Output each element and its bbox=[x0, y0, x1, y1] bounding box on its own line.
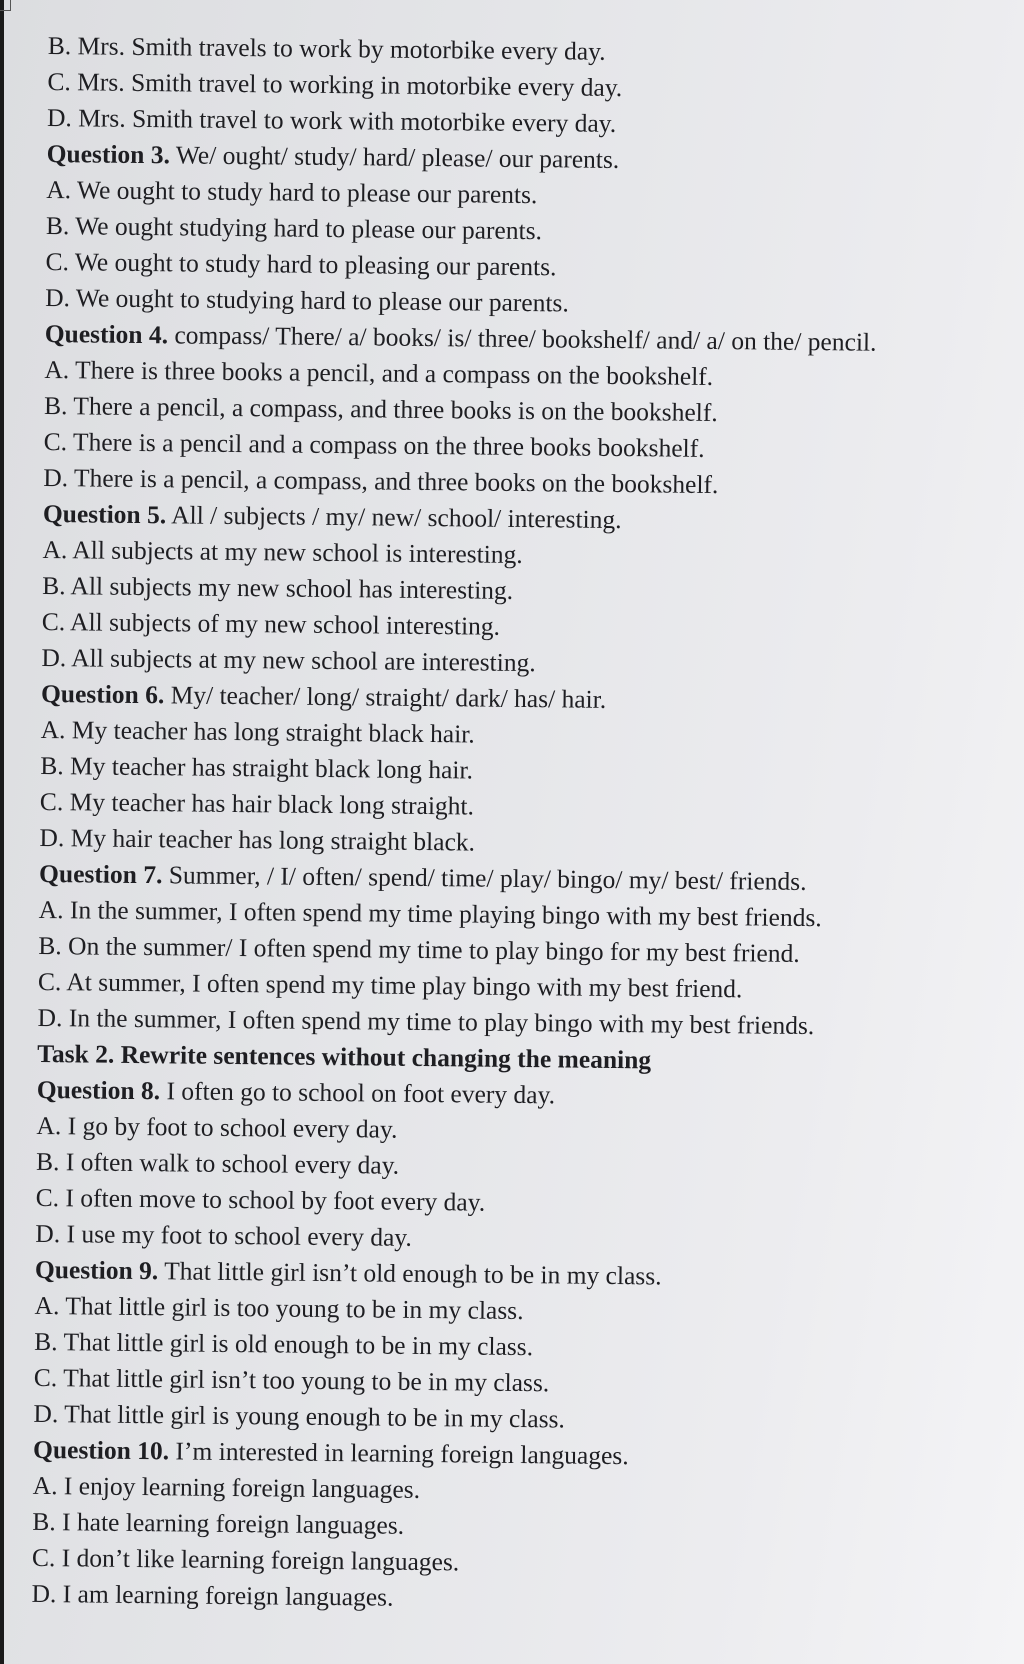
worksheet-page bbox=[4, 0, 1024, 1664]
question-prompt: I often go to school on foot every day. bbox=[160, 1076, 556, 1110]
question-prompt: All / subjects / my/ new/ school/ interesting. bbox=[166, 500, 622, 535]
option-line: D. There is a pencil, a compass, and three books on the bookshelf. bbox=[43, 462, 719, 500]
question-label: Question 7. bbox=[38, 858, 163, 890]
option-line: C. I often move to school by foot every day. bbox=[35, 1182, 486, 1217]
question-label: Question 5. bbox=[42, 498, 167, 530]
option-line: C. All subjects of my new school interesting. bbox=[41, 606, 501, 641]
option-line: D. Mrs. Smith travel to work with motorbike every day. bbox=[46, 102, 617, 138]
question-prompt: We/ ought/ study/ hard/ please/ our parents. bbox=[169, 140, 620, 174]
option-line: A. That little girl is too young to be in my class. bbox=[34, 1290, 524, 1326]
option-line: A. My teacher has long straight black hair. bbox=[40, 714, 475, 749]
option-line: B. That little girl is old enough to be in my class. bbox=[34, 1326, 534, 1362]
question-prompt: Summer, / I/ often/ spend/ time/ play/ bingo/ my/ best/ friends. bbox=[162, 860, 807, 896]
option-line: D. All subjects at my new school are interesting. bbox=[41, 642, 536, 678]
option-line: A. We ought to study hard to please our parents. bbox=[46, 174, 538, 210]
option-line: B. All subjects my new school has interesting. bbox=[42, 570, 514, 605]
option-line: B. My teacher has straight black long hair. bbox=[40, 750, 474, 785]
question-label: Question 6. bbox=[40, 678, 165, 710]
question-prompt: That little girl isn’t old enough to be in my class. bbox=[158, 1256, 662, 1291]
option-line: B. I often walk to school every day. bbox=[35, 1146, 400, 1180]
question-label: Question 10. bbox=[32, 1434, 170, 1466]
option-line: C. That little girl isn’t too young to be in my class. bbox=[33, 1362, 550, 1398]
task-title: Task 2. Rewrite sentences without changing the meaning bbox=[37, 1038, 652, 1075]
worksheet-content bbox=[31, 28, 1008, 1622]
option-line: A. There is three books a pencil, and a compass on the bookshelf. bbox=[44, 354, 714, 391]
question-label: Question 4. bbox=[44, 318, 169, 350]
option-line: C. My teacher has hair black long straight. bbox=[39, 786, 475, 821]
option-line: D. I use my foot to school every day. bbox=[35, 1218, 413, 1252]
option-line: A. All subjects at my new school is interesting. bbox=[42, 534, 523, 569]
question-label: Question 8. bbox=[36, 1074, 161, 1106]
option-line: D. That little girl is young enough to be in my class. bbox=[33, 1398, 566, 1434]
option-line: D. I am learning foreign languages. bbox=[31, 1578, 394, 1612]
option-line: A. I go by foot to school every day. bbox=[36, 1110, 398, 1144]
option-line: C. I don’t like learning foreign languages. bbox=[31, 1542, 460, 1577]
question-label: Question 9. bbox=[34, 1254, 159, 1286]
option-line: C. We ought to study hard to pleasing our parents. bbox=[45, 246, 557, 282]
option-line: C. At summer, I often spend my time play bingo with my best friend. bbox=[37, 966, 743, 1004]
option-line: D. My hair teacher has long straight black. bbox=[39, 822, 476, 857]
option-line: B. There a pencil, a compass, and three books is on the bookshelf. bbox=[43, 390, 718, 428]
option-line: C. Mrs. Smith travel to working in motorbike every day. bbox=[47, 66, 623, 103]
option-line: C. There is a pencil and a compass on the three books bookshelf. bbox=[43, 426, 705, 463]
question-prompt: I’m interested in learning foreign languages. bbox=[168, 1436, 629, 1471]
option-line: B. We ought studying hard to please our parents. bbox=[45, 210, 543, 246]
option-line: D. We ought to studying hard to please our parents. bbox=[45, 282, 569, 318]
question-prompt: My/ teacher/ long/ straight/ dark/ has/ hair. bbox=[164, 680, 607, 714]
option-line: B. Mrs. Smith travels to work by motorbike every day. bbox=[47, 30, 606, 66]
option-line: B. I hate learning foreign languages. bbox=[32, 1506, 405, 1540]
option-line: D. In the summer, I often spend my time to play bingo with my best friends. bbox=[37, 1002, 815, 1041]
page-binding-edge bbox=[0, 0, 4, 1664]
corner-fold-mark bbox=[0, 0, 11, 11]
option-line: A. I enjoy learning foreign languages. bbox=[32, 1470, 421, 1504]
option-line: A. In the summer, I often spend my time playing bingo with my best friends. bbox=[38, 894, 822, 933]
question-label: Question 3. bbox=[46, 138, 171, 170]
option-line: B. On the summer/ I often spend my time to play bingo for my best friend. bbox=[38, 930, 800, 968]
question-prompt: compass/ There/ a/ books/ is/ three/ bookshelf/ and/ a/ on the/ pencil. bbox=[167, 320, 877, 357]
